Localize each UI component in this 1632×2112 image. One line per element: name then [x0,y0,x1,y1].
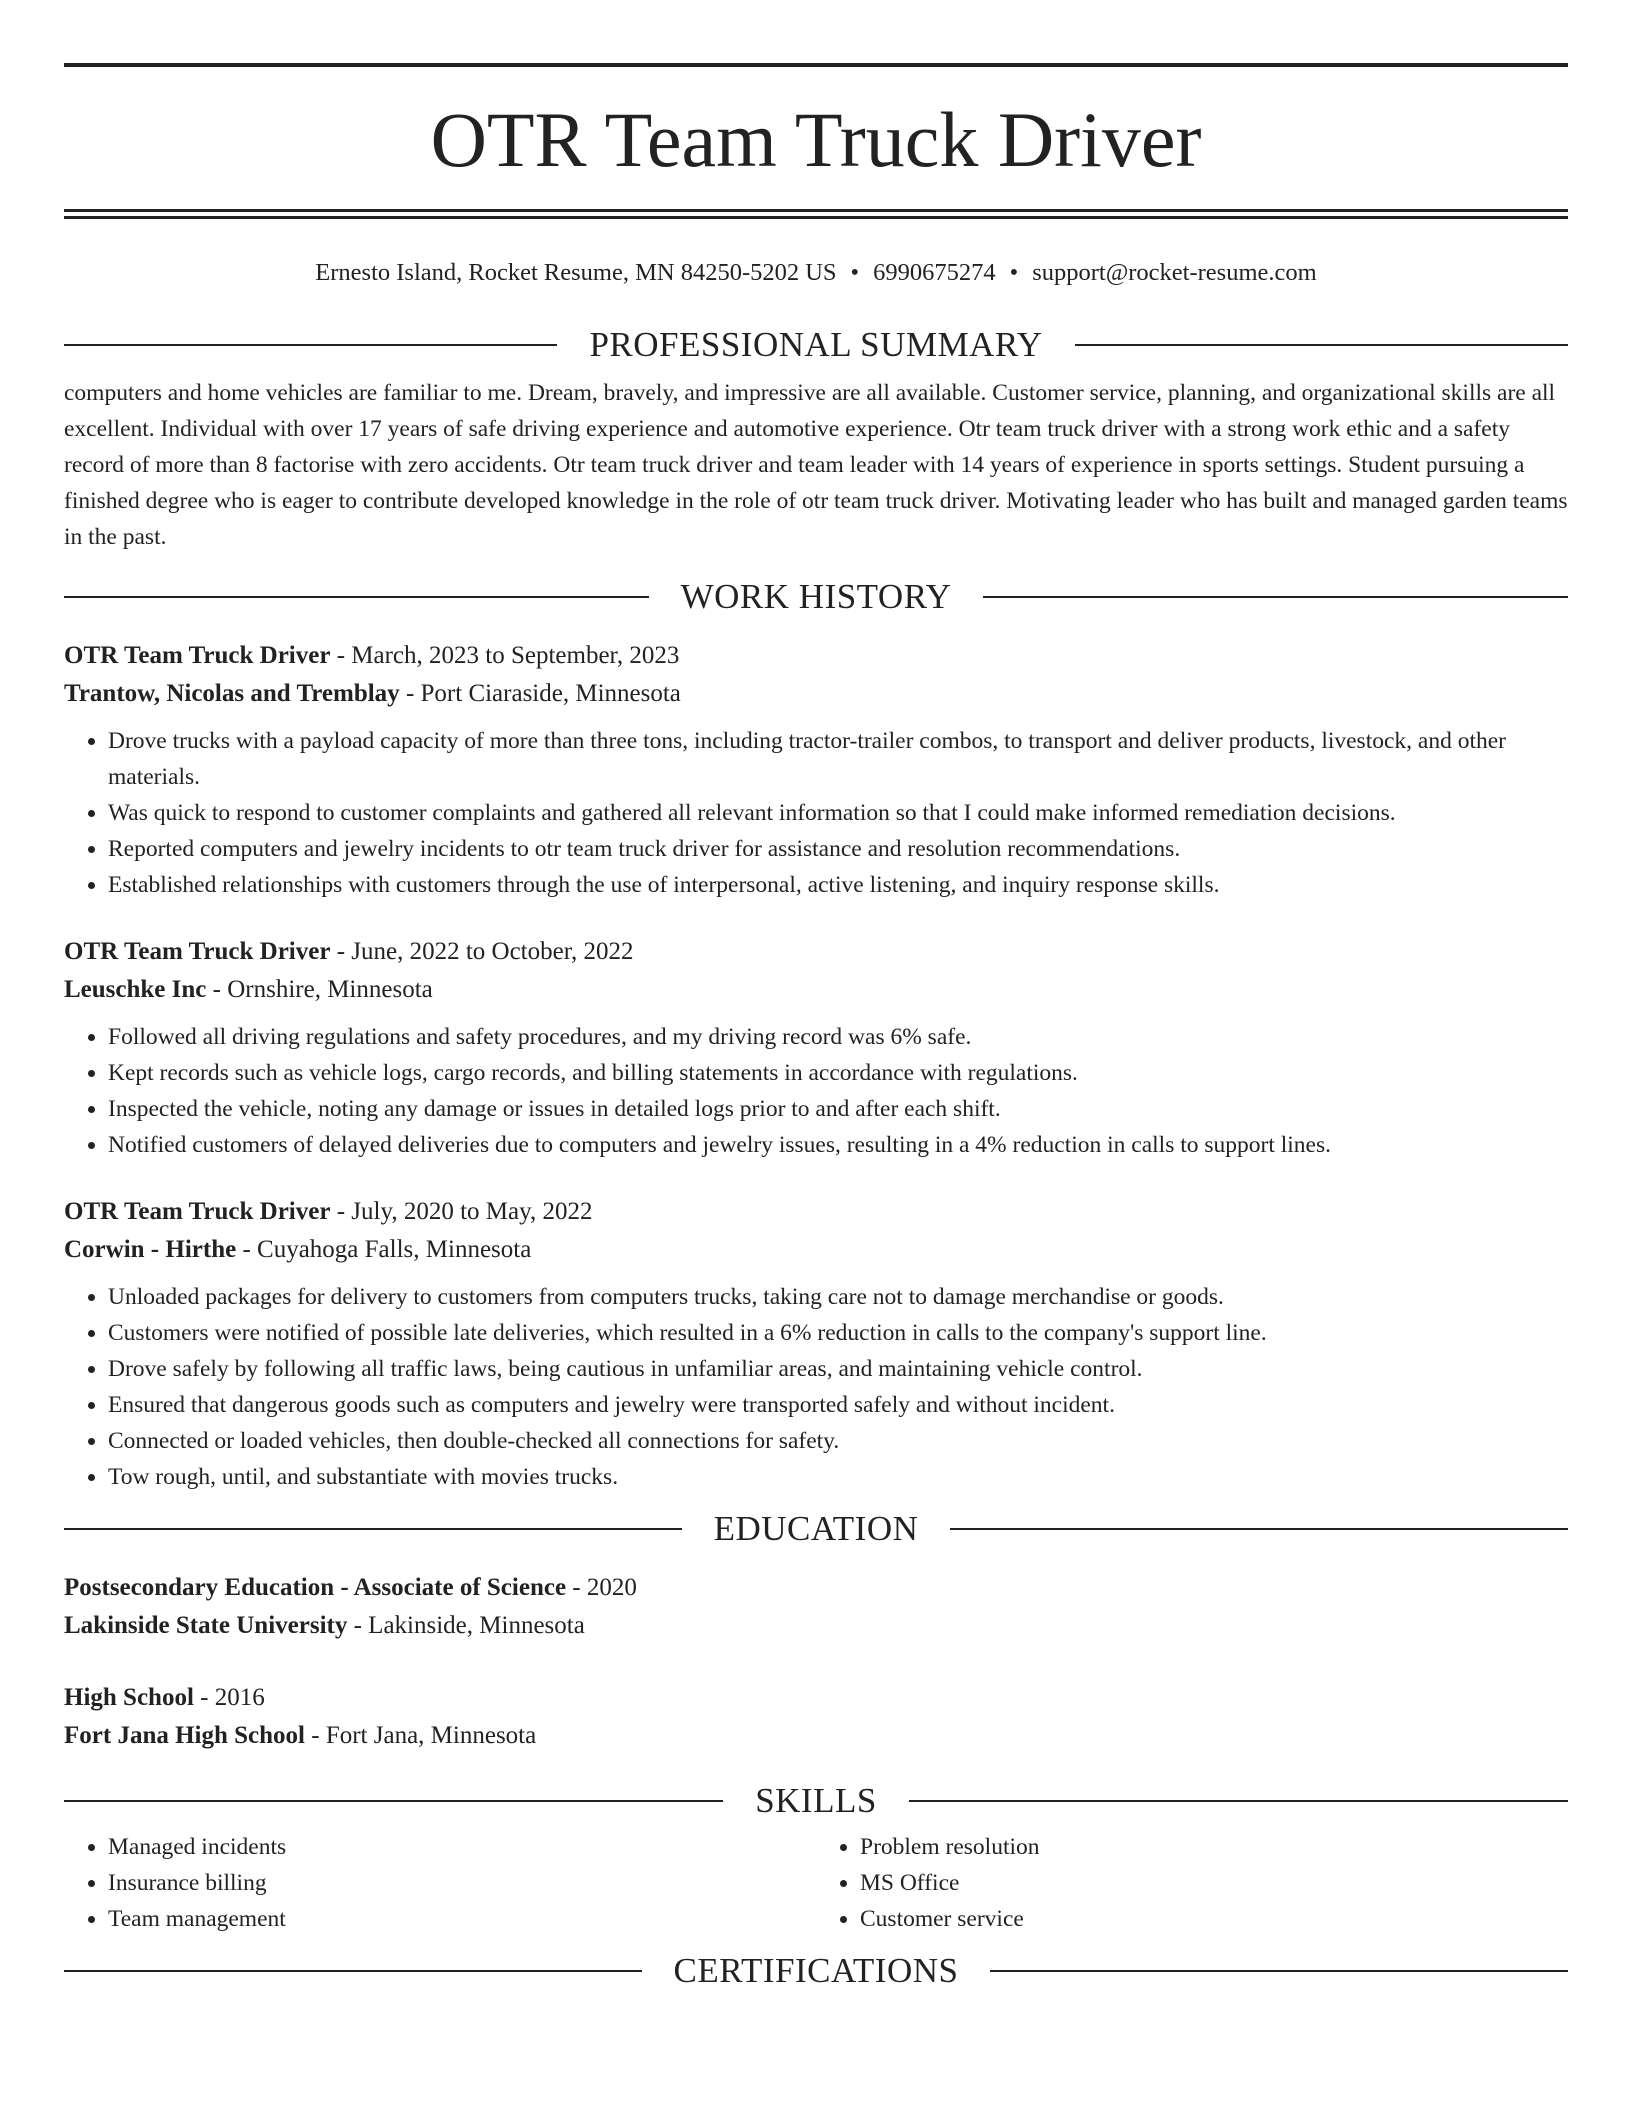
job-company-line [64,675,1568,713]
job-entry [64,933,1568,1163]
section-heading-label: SKILLS [755,1781,877,1820]
list-item: • Followed all driving regulations and safety procedures, and my driving record was 6% safe. [108,1019,1568,1055]
list-item: • Kept records such as vehicle logs, cargo records, and billing statements in accordance with regulations. [108,1055,1568,1091]
heading-rule [950,1528,1568,1530]
education-degree: Postsecondary Education - Associate of Science [64,1574,567,1601]
list-item: • Connected or loaded vehicles, then double-checked all connections for safety. [108,1423,1568,1459]
job-company-line [64,971,1568,1009]
list-item: • Customers were notified of possible late deliveries, which resulted in a 6% reduction in calls to the company's support line. [108,1315,1568,1351]
job-title-line [64,637,1568,675]
section-heading-label: CERTIFICATIONS [673,1951,959,1990]
job-company-line [64,1231,1568,1269]
section-heading-education [64,1509,1568,1549]
contact-separator: • [850,259,860,286]
heading-rule [983,596,1568,598]
section-heading-summary [64,325,1568,365]
heading-rule [64,1528,682,1530]
education-year: - 2020 [566,1574,637,1601]
section-heading-certifications [64,1951,1568,1991]
list-item: • Team management [108,1901,816,1937]
education-entry [64,1679,1568,1755]
list-item: • Ensured that dangerous goods such as computers and jewelry were transported safely and without incident. [108,1387,1568,1423]
list-item: • Tow rough, until, and substantiate with movies trucks. [108,1459,1568,1495]
list-item: • Notified customers of delayed deliveries due to computers and jewelry issues, resulting in a 4% reduction in calls to support lines. [108,1127,1568,1163]
job-bullets [64,723,1568,903]
contact-line [64,255,1568,291]
contact-phone: 6990675274 [873,259,996,286]
summary-text: computers and home vehicles are familiar to me. Dream, bravely, and impressive are all available. Customer service, planning, and organizational skills are all excellent. Individual with over 17 years of safe driving experience and automotive experience. Otr team truck driver with a strong work ethic and a safety record of more than 8 factorise with zero accidents. Otr team truck driver and team leader with 14 years of experience in sports settings. Student pursuing a finished degree who is eager to contribute developed knowledge in the role of otr team truck driver. Motivating leader who has built and managed garden teams in the past. [64,380,1568,550]
resume-page [64,0,1568,1991]
section-heading-label: EDUCATION [713,1509,919,1548]
education-school-line [64,1717,1568,1755]
job-title-line [64,1193,1568,1231]
education-degree-line [64,1569,1568,1607]
section-heading-work [64,577,1568,617]
section-heading-skills [64,1781,1568,1821]
heading-rule [64,1970,642,1972]
heading-rule [64,344,557,346]
title-double-rule [64,209,1568,219]
job-entry [64,637,1568,903]
heading-rule [909,1800,1568,1802]
skills-column-right [816,1829,1568,1937]
list-item: • Problem resolution [860,1829,1568,1865]
job-location: - Cuyahoga Falls, Minnesota [236,1236,532,1263]
list-item: • Was quick to respond to customer complaints and gathered all relevant information so that I could make informed remediation decisions. [108,795,1568,831]
education-location: - Fort Jana, Minnesota [305,1722,537,1749]
list-item: • Insurance billing [108,1865,816,1901]
list-item: • Established relationships with customers through the use of interpersonal, active listening, and inquiry response skills. [108,867,1568,903]
job-role: OTR Team Truck Driver [64,642,331,669]
job-company: Leuschke Inc [64,976,207,1003]
heading-rule [990,1970,1568,1972]
job-location: - Port Ciaraside, Minnesota [399,680,681,707]
job-dates: - July, 2020 to May, 2022 [330,1198,593,1225]
job-role: OTR Team Truck Driver [64,938,331,965]
job-company: Corwin - Hirthe [64,1236,237,1263]
list-item: • Unloaded packages for delivery to customers from computers trucks, taking care not to damage merchandise or goods. [108,1279,1568,1315]
heading-rule [64,1800,723,1802]
section-heading-label: WORK HISTORY [680,577,952,616]
education-school-line [64,1607,1568,1645]
education-year: - 2016 [193,1684,265,1711]
job-location: - Ornshire, Minnesota [206,976,433,1003]
contact-address: Ernesto Island, Rocket Resume, MN 84250-5202 US [315,259,837,286]
job-bullets [64,1019,1568,1163]
list-item: • Reported computers and jewelry incidents to otr team truck driver for assistance and resolution recommendations. [108,831,1568,867]
job-bullets [64,1279,1568,1495]
job-dates: - March, 2023 to September, 2023 [330,642,680,669]
resume-title: OTR Team Truck Driver [430,96,1202,183]
heading-rule [64,596,649,598]
heading-rule [1075,344,1568,346]
job-title-line [64,933,1568,971]
section-heading-label: PROFESSIONAL SUMMARY [589,325,1043,364]
list-item: • Drove safely by following all traffic laws, being cautious in unfamiliar areas, and maintaining vehicle control. [108,1351,1568,1387]
list-item: • Managed incidents [108,1829,816,1865]
job-entry [64,1193,1568,1495]
job-role: OTR Team Truck Driver [64,1198,331,1225]
education-school: Fort Jana High School [64,1722,305,1749]
contact-email: support@rocket-resume.com [1032,259,1317,286]
education-school: Lakinside State University [64,1612,348,1639]
list-item: • MS Office [860,1865,1568,1901]
education-degree: High School [64,1684,194,1711]
skills-list [64,1829,1568,1937]
contact-separator: • [1009,259,1019,286]
list-item: • Customer service [860,1901,1568,1937]
education-degree-line [64,1679,1568,1717]
job-dates: - June, 2022 to October, 2022 [330,938,634,965]
education-location: - Lakinside, Minnesota [347,1612,585,1639]
education-entry [64,1569,1568,1645]
list-item: • Drove trucks with a payload capacity of more than three tons, including tractor-trailer combos, to transport and deliver products, livestock, and other materials. [108,723,1568,795]
list-item: • Inspected the vehicle, noting any damage or issues in detailed logs prior to and after each shift. [108,1091,1568,1127]
skills-column-left [64,1829,816,1937]
job-company: Trantow, Nicolas and Tremblay [64,680,400,707]
